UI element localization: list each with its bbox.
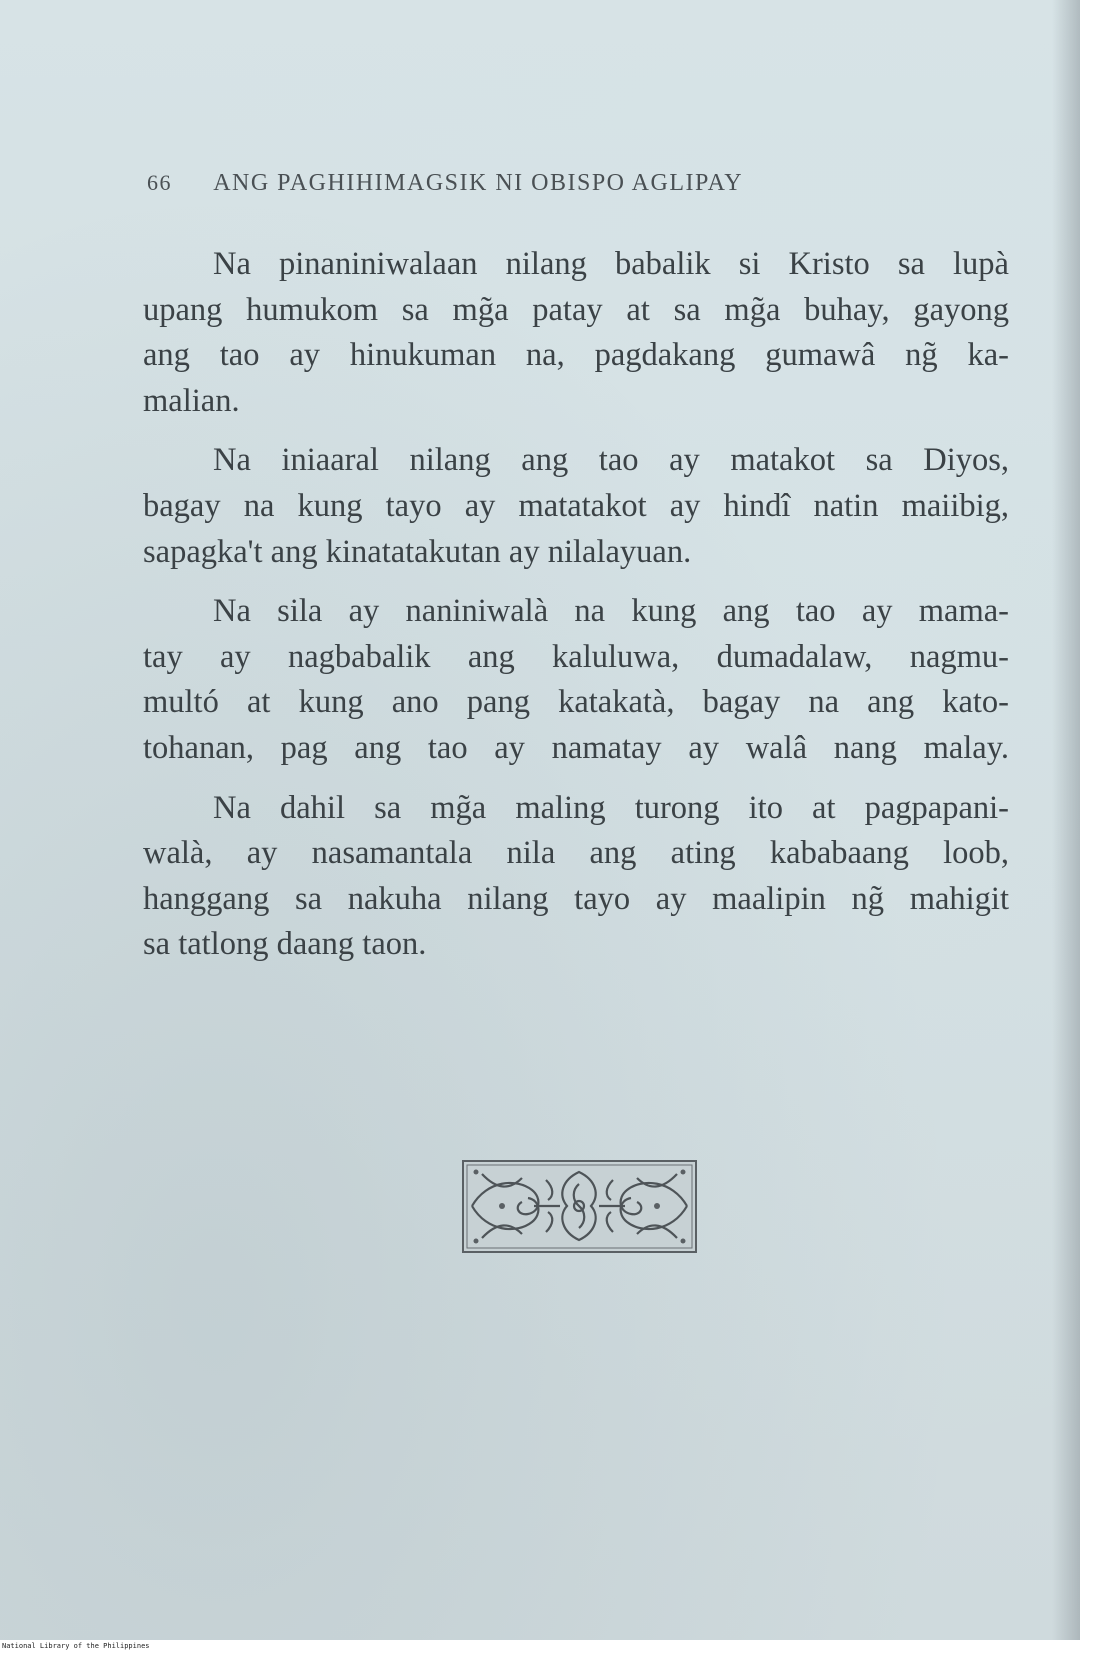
paragraph-4-line-1: Na dahil sa mg̃a maling turong ito at pagpapani- bbox=[213, 789, 1009, 826]
paragraph-2-line-2: bagay na kung tayo ay matatakot ay hindî natin maiibig, bbox=[143, 487, 1009, 524]
paragraph-4-line-2: walà, ay nasamantala nila ang ating kababaang loob, bbox=[143, 835, 1009, 872]
paragraph-1-line-3: ang tao ay hinukuman na, pagdakang gumawâ ng̃ ka- bbox=[143, 337, 1009, 374]
paragraph-2-line-3: sapagka't ang kinatatakutan ay nilalayuan. bbox=[143, 533, 692, 570]
paragraph-4-line-4: sa tatlong daang taon. bbox=[143, 926, 427, 963]
paragraph-2-line-1: Na iniaaral nilang ang tao ay matakot sa Diyos, bbox=[213, 442, 1009, 479]
paragraph-1-line-1: Na pinaniniwalaan nilang babalik si Kristo sa lupà bbox=[213, 246, 1009, 282]
body-text bbox=[143, 242, 1009, 968]
paragraph-3-line-3: multó at kung ano pang katakatà, bagay na ang kato- bbox=[143, 684, 1009, 721]
paragraph-3-line-4: tohanan, pag ang tao ay namatay ay walâ nang malay. bbox=[143, 729, 1009, 766]
paragraph-1-line-2: upang humukom sa mg̃a patay at sa mg̃a buhay, gayong bbox=[143, 291, 1009, 328]
paragraph-3-line-1: Na sila ay naniniwalà na kung ang tao ay mama- bbox=[213, 593, 1009, 630]
running-head bbox=[147, 170, 927, 197]
paragraph-4-line-3: hanggang sa nakuha nilang tayo ay maalipin ng̃ mahigit bbox=[143, 880, 1009, 917]
running-title: ANG PAGHIHIMAGSIK NI OBISPO AGLIPAY bbox=[213, 170, 744, 196]
paragraph-1-line-4: malian. bbox=[143, 382, 240, 419]
floral-ornament-icon bbox=[462, 1160, 697, 1253]
footer-credit: National Library of the Philippines bbox=[2, 1642, 150, 1650]
page-number: 66 bbox=[147, 170, 172, 195]
paragraph-3-line-2: tay ay nagbabalik ang kaluluwa, dumadalaw, nagmu- bbox=[143, 638, 1009, 675]
